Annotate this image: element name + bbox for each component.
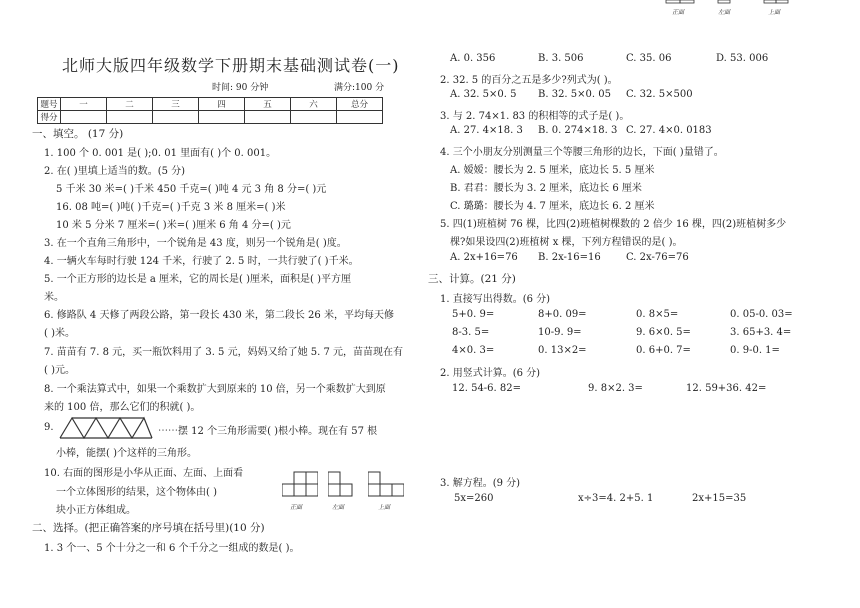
score-input-cell[interactable] <box>245 111 291 124</box>
choice-3-option-b: B. 0. 274×18. 3 <box>538 125 618 136</box>
question-7-line-b: ( )元。 <box>44 365 75 376</box>
choice-4-option-a: A. 嫒嫒：腰长为 2. 5 厘米，底边长 5. 5 厘米 <box>450 165 655 176</box>
question-6-line-a: 6. 修路队 4 天修了两段公路，第一段长 430 米，第二段长 26 米，平均每天修 <box>44 310 394 321</box>
choice-5-option-b: B. 2x-16=16 <box>538 252 601 263</box>
question-8-line-a: 8. 一个乘法算式中，如果一个乘数扩大到原来的 10 倍，另一个乘数扩大到原 <box>44 384 386 395</box>
score-input-cell[interactable] <box>107 111 153 124</box>
choice-4-option-b: B. 君君：腰长为 3. 2 厘米，底边长 6 厘米 <box>450 183 642 194</box>
question-6-line-b: ( )米。 <box>44 328 75 339</box>
page-title: 北师大版四年级数学下册期末基础测试卷(一) <box>62 56 400 75</box>
score-cell: 一 <box>61 98 107 111</box>
calc-item: 0. 6+0. 7= <box>636 345 691 356</box>
calc-item: 0. 9-0. 1= <box>730 345 780 356</box>
question-10-line-b: 一个立体图形的结果，这个物体由( ) <box>56 487 217 498</box>
front-view-figure <box>282 470 318 498</box>
question-5-line-a: 5. 一个正方形的边长是 a 厘米，它的周长是( )厘米，面积是( )平方厘 <box>44 274 352 285</box>
score-cell: 六 <box>291 98 337 111</box>
choice-3: 3. 与 2. 74×1. 83 的积相等的式子是( )。 <box>440 111 630 122</box>
calc-item: 9. 6×0. 5= <box>636 327 691 338</box>
section-fill-blank: 一、填空。 (17 分) <box>32 128 124 140</box>
question-9-text: ⋯⋯摆 12 个三角形需要( )根小棒。现在有 57 根 <box>158 426 378 437</box>
vertical-calc-item: 12. 54-6. 82= <box>452 383 522 394</box>
score-input-cell[interactable] <box>61 111 107 124</box>
question-10-line-a: 10. 右面的图形是小华从正面、左面、上面看 <box>44 468 244 479</box>
calc-1: 1. 直接写出得数。(6 分) <box>440 294 551 305</box>
question-4: 4. 一辆火车每时行驶 124 千米，行驶了 2. 5 时，一共行驶了( )千米。 <box>44 256 359 267</box>
left-view-label: 左面 <box>332 504 345 511</box>
equation-item: x÷3=4. 2+5. 1 <box>578 493 654 504</box>
score-cell: 得分 <box>38 111 61 124</box>
choice-3-option-c: C. 27. 4×0. 0183 <box>626 125 712 136</box>
question-8-line-b: 来的 100 倍，那么它们的积就( )。 <box>44 402 201 413</box>
front-view-label: 正面 <box>290 504 303 511</box>
choice-1-option-b: B. 3. 506 <box>538 53 584 64</box>
calc-item: 10-9. 9= <box>538 327 582 338</box>
choice-1-option-d: D. 53. 006 <box>716 53 769 64</box>
choice-5-line-b: 棵?如果设四(2)班植树 x 棵，下列方程错误的是( )。 <box>450 237 683 248</box>
score-input-cell[interactable] <box>337 111 383 124</box>
calc-item: 8+0. 09= <box>538 309 587 320</box>
choice-1-option-c: C. 35. 06 <box>626 53 672 64</box>
score-table-score-row <box>38 111 383 124</box>
score-table <box>37 97 383 124</box>
section-choice: 二、选择。(把正确答案的序号填在括号里)(10 分) <box>32 522 265 534</box>
calc-item: 8-3. 5= <box>452 327 490 338</box>
calc-item: 0. 8×5= <box>636 309 679 320</box>
top-view-figures <box>660 0 810 18</box>
question-5-line-b: 米。 <box>44 292 64 303</box>
choice-2-option-b: B. 32. 5×0. 05 <box>538 89 611 100</box>
question-2-line-b: 16. 08 吨=( )吨( )千克=( )千克 3 米 8 厘米=( )米 <box>56 202 286 213</box>
question-10-line-c: 块小正方体组成。 <box>56 505 136 516</box>
score-cell: 三 <box>153 98 199 111</box>
top-view-label: 上面 <box>378 504 391 511</box>
question-1: 1. 100 个 0. 001 是( );0. 01 里面有( )个 0. 001。 <box>44 148 277 159</box>
equation-item: 2x+15=35 <box>692 493 747 504</box>
choice-1: 1. 3 个一、5 个十分之一和 6 个千分之一组成的数是( )。 <box>44 543 300 554</box>
left-view-caption: 左面 <box>718 9 731 16</box>
score-input-cell[interactable] <box>153 111 199 124</box>
question-2: 2. 在( )里填上适当的数。(5 分) <box>44 166 186 177</box>
choice-5-option-c: C. 2x-76=76 <box>626 252 689 263</box>
choice-5-line-a: 5. 四(1)班植树 76 棵，比四(2)班植树棵数的 2 倍少 16 棵，四(2)班植树多少 <box>440 219 787 230</box>
score-input-cell[interactable] <box>199 111 245 124</box>
score-input-cell[interactable] <box>291 111 337 124</box>
score-table-header-row <box>38 98 383 111</box>
choice-2: 2. 32. 5 的百分之五是多少?列式为( )。 <box>440 75 618 86</box>
choice-5-option-a: A. 2x+16=76 <box>450 252 518 263</box>
equation-item: 5x=260 <box>454 493 494 504</box>
calc-item: 0. 13×2= <box>538 345 587 356</box>
top-view-figure <box>368 470 404 498</box>
front-view-caption: 正面 <box>672 9 685 16</box>
calc-item: 4×0. 3= <box>452 345 495 356</box>
left-view-figure <box>328 470 354 498</box>
calc-item: 3. 65+3. 4= <box>730 327 792 338</box>
top-view-caption: 上面 <box>768 9 781 16</box>
choice-1-option-a: A. 0. 356 <box>450 53 496 64</box>
question-3: 3. 在一个直角三角形中，一个锐角是 43 度，则另一个锐角是( )度。 <box>44 238 347 249</box>
full-score: 满分:100 分 <box>334 83 385 93</box>
vertical-calc-item: 12. 59+36. 42= <box>686 383 767 394</box>
triangle-row-figure <box>58 416 154 440</box>
choice-3-option-a: A. 27. 4×18. 3 <box>450 125 523 136</box>
calc-item: 0. 05-0. 03= <box>730 309 793 320</box>
score-cell: 题号 <box>38 98 61 111</box>
question-7-line-a: 7. 苗苗有 7. 8 元，买一瓶饮料用了 3. 5 元，妈妈又给了她 5. 7 元，苗苗现在有 <box>44 347 404 358</box>
choice-2-option-a: A. 32. 5×0. 5 <box>450 89 517 100</box>
question-9-number: 9. <box>44 422 54 433</box>
vertical-calc-item: 9. 8×2. 3= <box>588 383 643 394</box>
question-9-line-b: 小棒，能摆( )个这样的三角形。 <box>56 448 197 459</box>
choice-2-option-c: C. 32. 5×500 <box>626 89 693 100</box>
score-cell: 总分 <box>337 98 383 111</box>
score-cell: 二 <box>107 98 153 111</box>
score-cell: 五 <box>245 98 291 111</box>
choice-4: 4. 三个小朋友分别测量三个等腰三角形的边长，下面( )量错了。 <box>440 147 724 158</box>
section-calculation: 三、计算。(21 分) <box>428 273 516 285</box>
score-cell: 四 <box>199 98 245 111</box>
calc-2: 2. 用竖式计算。(6 分) <box>440 368 541 379</box>
question-2-line-c: 10 米 5 分米 7 厘米=( )米=( )厘米 6 角 4 分=( )元 <box>56 220 291 231</box>
exam-time: 时间: 90 分钟 <box>212 83 269 93</box>
question-2-line-a: 5 千米 30 米=( )千米 450 千克=( )吨 4 元 3 角 8 分=( )元 <box>56 184 327 195</box>
choice-4-option-c: C. 璐璐：腰长为 4. 7 厘米，底边长 6. 2 厘米 <box>450 201 655 212</box>
calc-item: 5+0. 9= <box>452 309 495 320</box>
calc-3: 3. 解方程。(9 分) <box>440 478 521 489</box>
